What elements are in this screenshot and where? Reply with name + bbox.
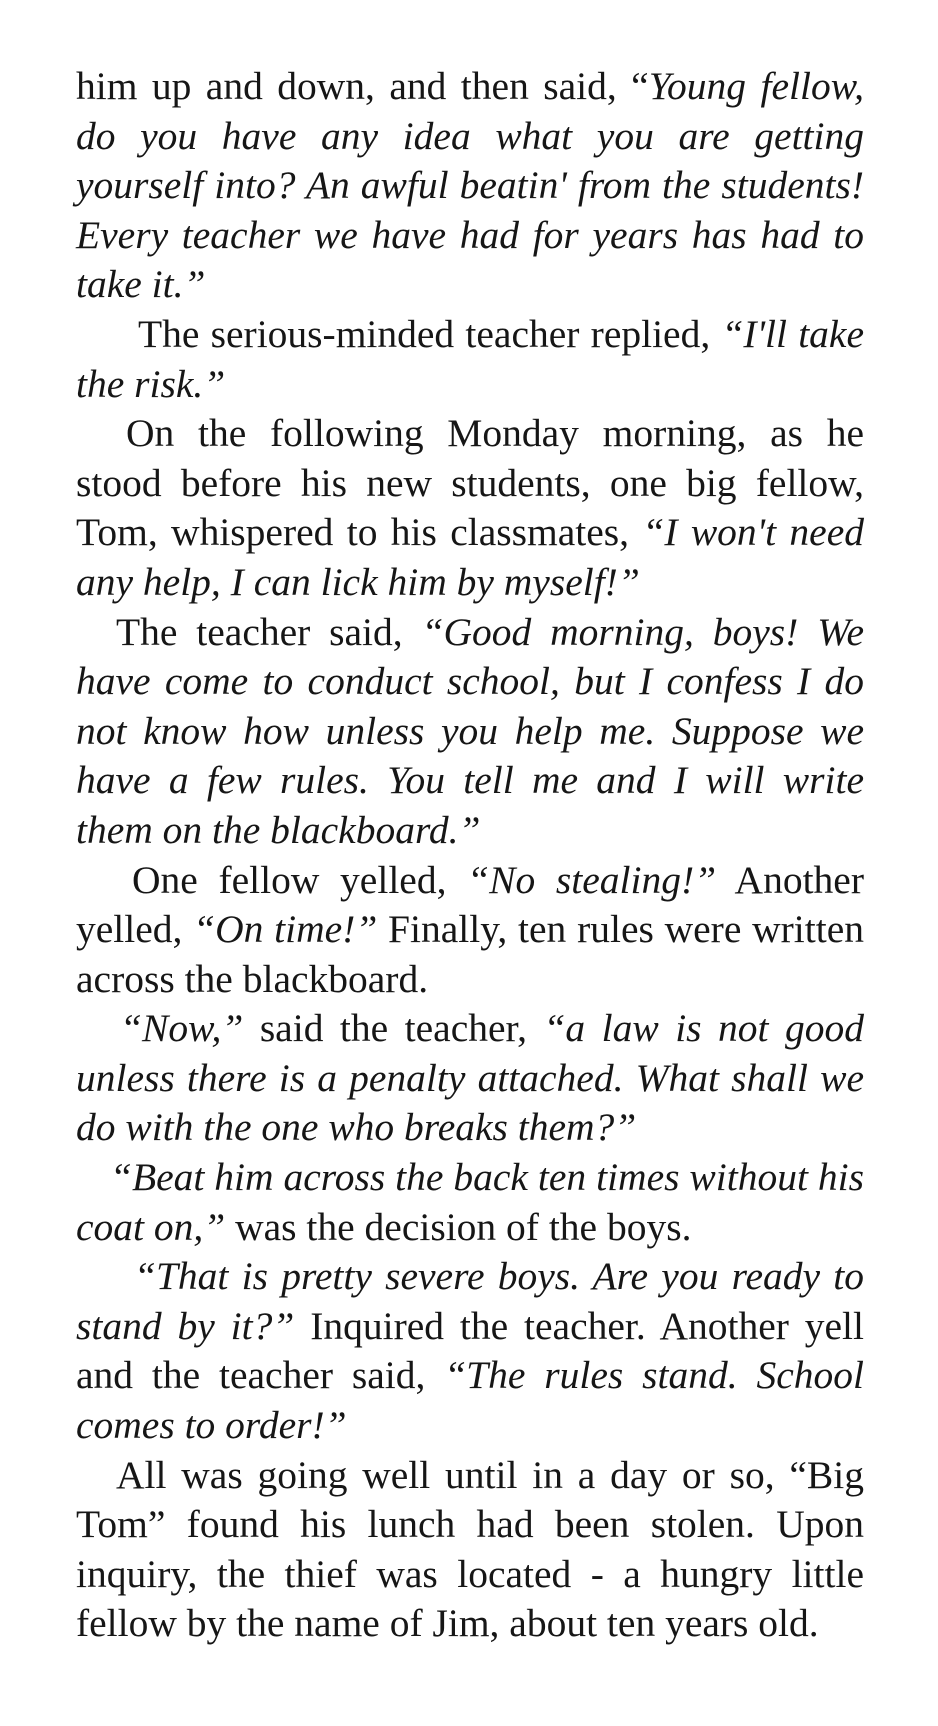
paragraph-5-text-b: Another yelled, (76, 857, 864, 952)
paragraph-7-text: was the decision of the boys. (225, 1204, 692, 1249)
paragraph-7 (76, 1153, 864, 1252)
paragraph-9 (76, 1451, 864, 1649)
paragraph-1 (76, 62, 864, 310)
paragraph-3-text: On the following Monday morning, as he stood before his new students, one big fellow, Tom, whispered to his classmates, (76, 411, 864, 555)
paragraph-7-quote: “Beat him across the back ten times without his coat on,” (76, 1155, 864, 1249)
paragraph-6 (76, 1004, 864, 1153)
paragraph-1-text: him up and down, and then said, “ (76, 64, 649, 108)
paragraph-6-quote-b: “a law is not good unless there is a penalty attached. What shall we do with the one who breaks them?” (76, 1006, 864, 1150)
paragraph-6-text: said the teacher, (243, 1006, 544, 1051)
paragraph-4 (76, 608, 864, 856)
paragraph-4-quote: “Good morning, boys! We have come to conduct school, but I confess I do not know how unless you help me. Suppose we have a few rules. You tell me and I will write them on the blackboard.” (76, 609, 864, 852)
paragraph-5 (76, 856, 864, 1005)
paragraph-2 (76, 310, 864, 409)
paragraph-8-quote-b: “The rules stand. School comes to order!” (76, 1353, 864, 1448)
paragraph-5-quote-b: “On time!” (193, 907, 378, 952)
paragraph-3-quote: “I won't need any help, I can lick him by myself!” (76, 510, 864, 604)
paragraph-6-quote-a: “Now,” (120, 1006, 244, 1051)
paragraph-5-text-a: One fellow yelled, (132, 857, 468, 902)
paragraph-8 (76, 1252, 864, 1450)
paragraph-2-quote: “I'll take the risk.” (76, 311, 864, 406)
paragraph-9-text: All was going well until in a day or so, “Big Tom” found his lunch had been stolen. Upon inquiry, the thief was located - a hungry little fellow by the name of Jim, about ten years old. (76, 1452, 864, 1646)
paragraph-4-text: The teacher said, (116, 609, 422, 654)
paragraph-2-text: The serious-minded teacher replied, (138, 311, 722, 356)
paragraph-8-quote-a: “That is pretty severe boys. Are you ready to stand by it?” (76, 1254, 864, 1348)
paragraph-8-text: Inquired the teacher. Another yell and the teacher said, (76, 1303, 865, 1398)
paragraph-3 (76, 409, 864, 607)
book-page (76, 62, 864, 1649)
paragraph-5-text-c: Finally, ten rules were written across the blackboard. (76, 907, 865, 1001)
paragraph-5-quote-a: “No stealing!” (467, 857, 717, 902)
paragraph-1-quote: Young fellow, do you have any idea what you are getting yourself into? An awful beatin' from the students! Every teacher we have had for years has had to take it.” (76, 64, 864, 307)
